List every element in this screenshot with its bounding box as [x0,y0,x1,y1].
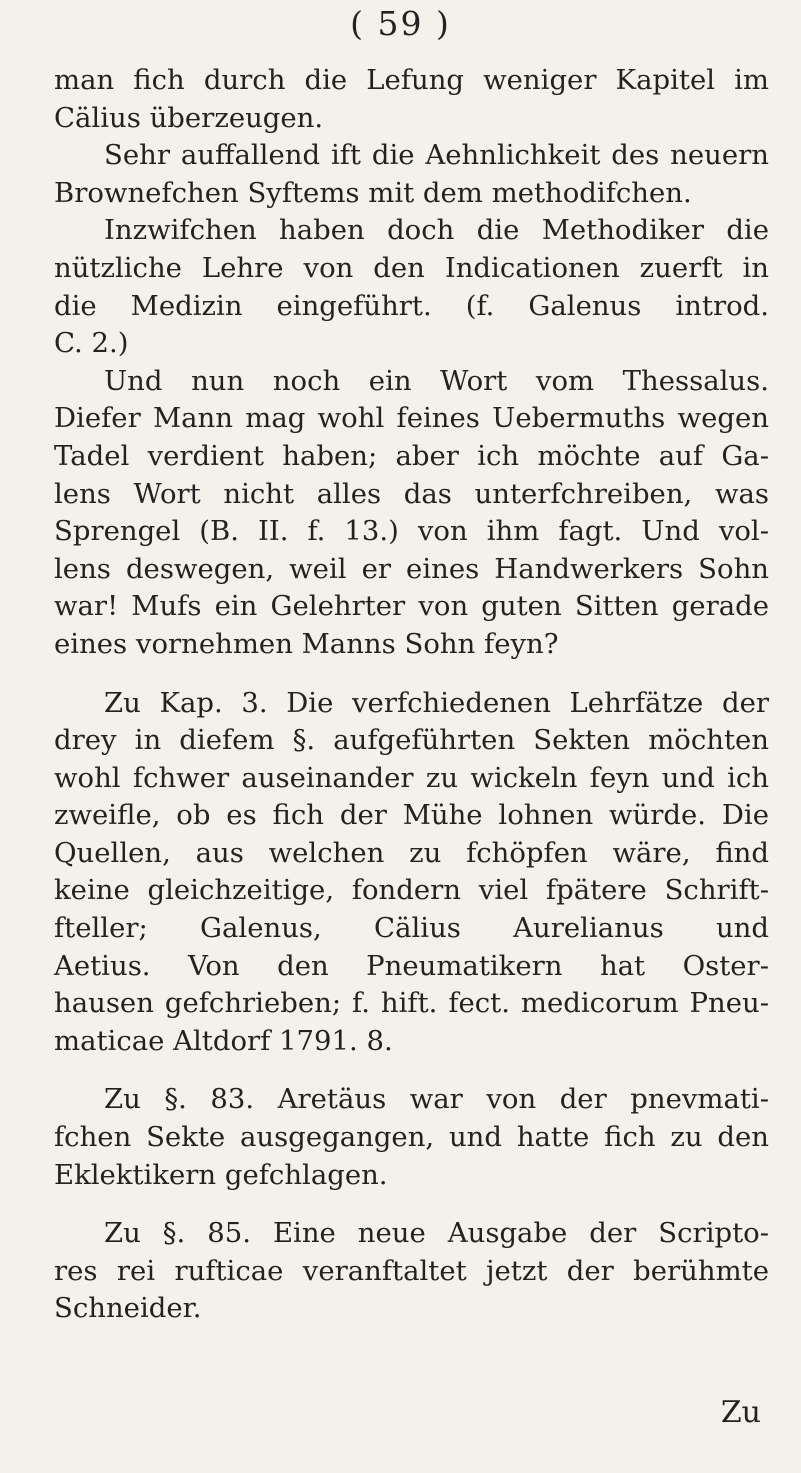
text-line: res rei rufticae veranftaltet jetzt der berühmte [54,1254,769,1287]
text-line: Inzwifchen haben doch die Methodiker die [104,214,769,247]
text-line: die Medizin eingeführt. (f. Galenus introd. [54,289,769,322]
text-line: Zu §. 85. Eine neue Ausgabe der Scripto- [104,1217,769,1250]
text-line: keine gleichzeitige, fondern viel fpätere Schrift- [54,874,769,907]
text-line: drey in diefem §. aufgeführten Sekten möchten [54,724,769,757]
paragraph-gap [54,1194,769,1215]
text-line: eines vornehmen Manns Sohn feyn? [54,627,559,660]
text-line: nützliche Lehre von den Indicationen zuerft in [54,251,769,284]
text-line: hausen gefchrieben; f. hift. fect. medicorum Pneu- [54,987,769,1020]
text-line: Quellen, aus welchen zu fchöpfen wäre, find [54,836,769,869]
text-line: Brownefchen Syftems mit dem methodifchen. [54,176,692,209]
body-text [54,62,769,1328]
text-line: lens Wort nicht alles das unterfchreiben, was [54,477,769,510]
text-line: fchen Sekte ausgegangen, und hatte fich zu den [54,1121,769,1154]
paragraph-gap [54,664,769,685]
text-line: wohl fchwer auseinander zu wickeln feyn und ich [54,761,769,794]
text-line: Eklektikern gefchlagen. [54,1158,388,1191]
text-line: Und nun noch ein Wort vom Thessalus. [104,364,769,397]
text-line: Aetius. Von den Pneumatikern hat Oster- [54,949,769,982]
text-line: Sehr auffallend ift die Aehnlichkeit des neuern [104,139,769,172]
text-line: Sprengel (B. II. f. 13.) von ihm fagt. Und vol- [54,515,769,548]
text-line: zweifle, ob es fich der Mühe lohnen würde. Die [54,799,769,832]
text-line: Tadel verdient haben; aber ich möchte auf Ga- [54,439,769,472]
text-line: fteller; Galenus, Cälius Aurelianus und [54,912,769,945]
paragraph-gap [54,1060,769,1081]
text-line: Zu §. 83. Aretäus war von der pnevmati- [104,1083,769,1116]
text-line: C. 2.) [54,327,129,360]
page-number-header: ( 59 ) [350,4,451,43]
text-line: Cälius überzeugen. [54,101,324,134]
text-line: lens deswegen, weil er eines Handwerkers Sohn [54,552,769,585]
text-line: man fich durch die Lefung weniger Kapitel im [54,64,769,96]
text-line: Diefer Mann mag wohl feines Uebermuths wegen [54,402,769,435]
text-line: war! Mufs ein Gelehrter von guten Sitten gerade [54,590,769,623]
catchword: Zu [720,1395,761,1430]
text-line: maticae Altdorf 1791. 8. [54,1024,393,1057]
text-line: Schneider. [54,1292,202,1325]
text-line: Zu Kap. 3. Die verfchiedenen Lehrfätze der [104,686,769,719]
